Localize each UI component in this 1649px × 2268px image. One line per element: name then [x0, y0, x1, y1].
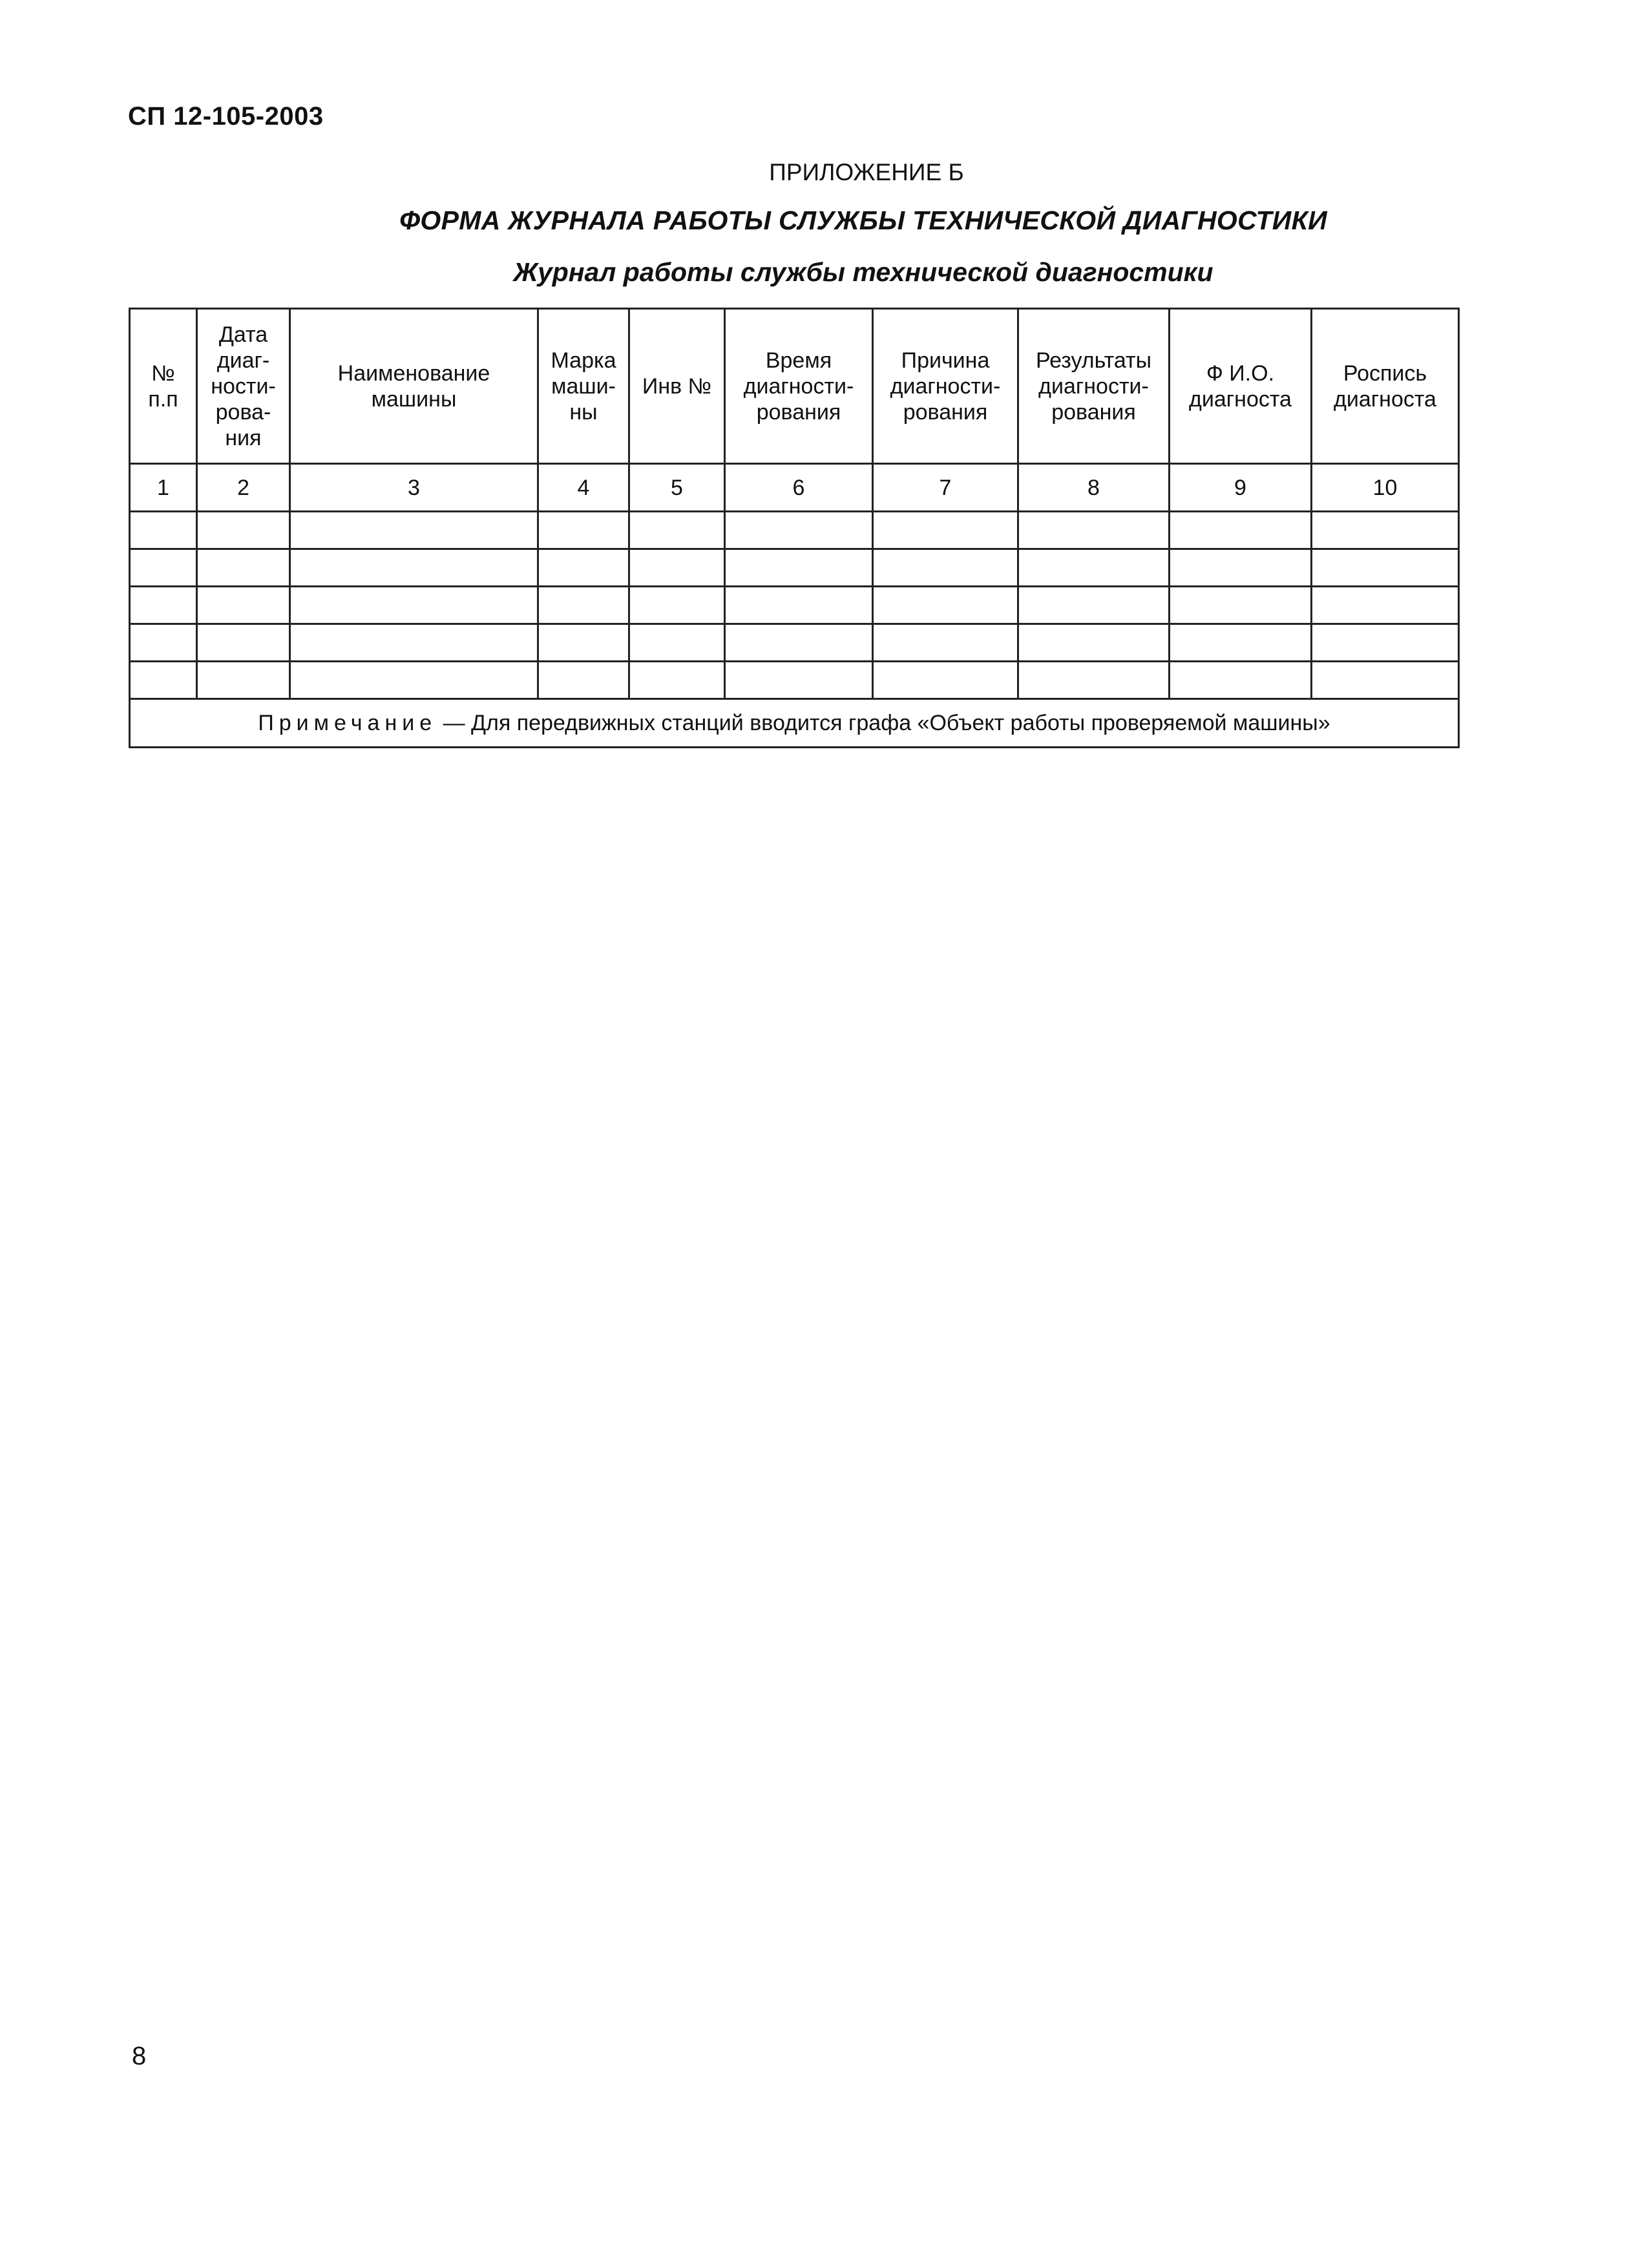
table-cell	[1018, 587, 1170, 624]
col-number: 9	[1170, 464, 1312, 512]
table-cell	[873, 624, 1018, 662]
col-header-line: рования	[903, 399, 988, 425]
table-cell	[197, 587, 290, 624]
table-cell	[538, 512, 629, 549]
note-label: Примечание	[258, 711, 437, 735]
col-header-line: ния	[225, 425, 262, 450]
table-row	[130, 549, 1459, 587]
table-cell	[873, 549, 1018, 587]
table-cell	[290, 662, 538, 699]
table-cell	[1170, 512, 1312, 549]
col-header-line: Результаты	[1035, 348, 1152, 373]
col-header-line: Инв №	[642, 373, 712, 399]
col-header-line: Время	[765, 348, 832, 373]
table-cell	[629, 587, 725, 624]
col-header-9	[1170, 309, 1312, 464]
table-cell	[1312, 512, 1459, 549]
table-cell	[130, 512, 197, 549]
col-header-line: Ф И.О.	[1206, 361, 1275, 386]
col-header-line: ны	[569, 399, 598, 425]
table-cell	[1312, 662, 1459, 699]
table-cell	[130, 662, 197, 699]
table-cell	[725, 624, 873, 662]
table-cell	[873, 662, 1018, 699]
table-header-row	[130, 309, 1459, 464]
table-cell	[290, 512, 538, 549]
col-header-line: диагноста	[1189, 386, 1292, 412]
table-cell	[725, 512, 873, 549]
table-cell	[629, 549, 725, 587]
table-cell	[290, 549, 538, 587]
table-cell	[629, 512, 725, 549]
table-cell	[197, 662, 290, 699]
col-number: 10	[1312, 464, 1459, 512]
table-cell	[130, 624, 197, 662]
note-row	[130, 699, 1459, 748]
col-header-line: диаг-	[216, 348, 270, 373]
col-header-line: диагноста	[1334, 386, 1436, 412]
note-text: — Для передвижных станций вводится графа «Объект работы проверяемой машины»	[437, 711, 1330, 735]
page-number: 8	[132, 2042, 147, 2070]
col-header-line: маши-	[551, 373, 616, 399]
table-cell	[873, 512, 1018, 549]
col-header-10	[1312, 309, 1459, 464]
col-header-line: №	[151, 361, 175, 386]
appendix-label: ПРИЛОЖЕНИЕ Б	[769, 159, 964, 185]
col-header-4	[538, 309, 629, 464]
table-cell	[1018, 624, 1170, 662]
table-cell	[1170, 549, 1312, 587]
table-cell	[197, 549, 290, 587]
col-header-7	[873, 309, 1018, 464]
table-cell	[725, 549, 873, 587]
table-row	[130, 624, 1459, 662]
table-cell	[538, 624, 629, 662]
col-number: 4	[538, 464, 629, 512]
table-cell	[629, 624, 725, 662]
table-cell	[1312, 624, 1459, 662]
col-number: 6	[725, 464, 873, 512]
journal-title: Журнал работы службы технической диагностики	[513, 257, 1213, 287]
table-cell	[1170, 624, 1312, 662]
col-header-line: п.п	[148, 386, 178, 412]
table-cell	[1312, 587, 1459, 624]
table-cell	[725, 662, 873, 699]
table-row	[130, 512, 1459, 549]
col-header-8	[1018, 309, 1170, 464]
table-cell	[873, 587, 1018, 624]
note-cell	[130, 699, 1459, 748]
table-cell	[1170, 662, 1312, 699]
table-cell	[290, 587, 538, 624]
col-header-6	[725, 309, 873, 464]
col-header-1	[130, 309, 197, 464]
col-header-line: диагности-	[1038, 373, 1149, 399]
col-number: 3	[290, 464, 538, 512]
column-number-row	[130, 464, 1459, 512]
col-number: 5	[629, 464, 725, 512]
col-header-line: Роспись	[1343, 361, 1427, 386]
table-row	[130, 587, 1459, 624]
table-cell	[1018, 662, 1170, 699]
col-header-line: Марка	[551, 348, 616, 373]
col-header-line: ности-	[211, 373, 276, 399]
form-title: ФОРМА ЖУРНАЛА РАБОТЫ СЛУЖБЫ ТЕХНИЧЕСКОЙ ДИАГНОСТИКИ	[399, 205, 1327, 235]
table-cell	[538, 549, 629, 587]
journal-table	[129, 308, 1460, 748]
col-number: 2	[197, 464, 290, 512]
col-number: 8	[1018, 464, 1170, 512]
table-cell	[538, 587, 629, 624]
table-cell	[130, 549, 197, 587]
table-row	[130, 662, 1459, 699]
table-cell	[1018, 549, 1170, 587]
table-cell	[197, 624, 290, 662]
col-header-line: рования	[756, 399, 841, 425]
document-code: СП 12-105-2003	[128, 102, 324, 131]
col-header-line: рования	[1051, 399, 1136, 425]
col-header-5	[629, 309, 725, 464]
col-header-line: диагности-	[890, 373, 1001, 399]
table-cell	[197, 512, 290, 549]
col-header-line: Дата	[218, 322, 268, 347]
col-header-line: Наименование	[337, 361, 490, 386]
col-header-line: машины	[371, 386, 457, 412]
col-header-line: диагности-	[743, 373, 854, 399]
col-header-line: рова-	[215, 399, 271, 425]
table-cell	[629, 662, 725, 699]
table-cell	[1170, 587, 1312, 624]
col-header-2	[197, 309, 290, 464]
col-header-line: Причина	[901, 348, 990, 373]
table-cell	[725, 587, 873, 624]
table-cell	[1018, 512, 1170, 549]
col-header-3	[290, 309, 538, 464]
table-cell	[290, 624, 538, 662]
col-number: 1	[130, 464, 197, 512]
table-cell	[538, 662, 629, 699]
table-cell	[1312, 549, 1459, 587]
table-cell	[130, 587, 197, 624]
col-number: 7	[873, 464, 1018, 512]
